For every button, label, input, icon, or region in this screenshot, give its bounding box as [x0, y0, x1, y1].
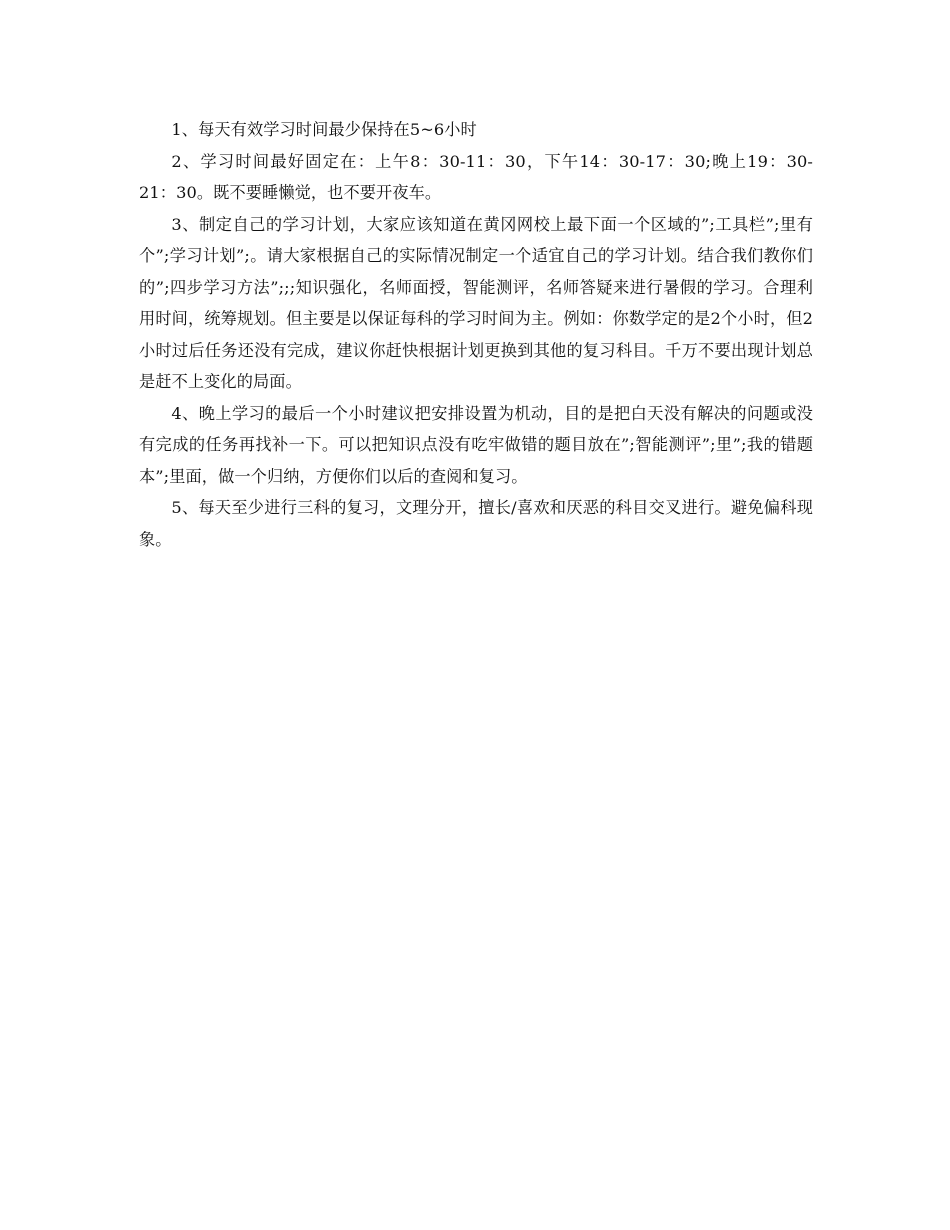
paragraph-1: 1、每天有效学习时间最少保持在5~6小时: [171, 120, 477, 139]
document-body: [139, 114, 813, 555]
paragraph-2: 2、学习时间最好固定在：上午8：30-11：30，下午14：30-17：30;晚上19：30-21：30。既不要睡懒觉，也不要开夜车。: [139, 151, 813, 202]
paragraph-5: 5、每天至少进行三科的复习，文理分开，擅长/喜欢和厌恶的科目交叉进行。避免偏科现象。: [139, 498, 813, 549]
paragraph-4: 4、晚上学习的最后一个小时建议把安排设置为机动，目的是把白天没有解决的问题或没有完成的任务再找补一下。可以把知识点没有吃牢做错的题目放在”;智能测评”;里”;我的错题本”;里面，做一个归纳，方便你们以后的查阅和复习。: [139, 403, 813, 486]
paragraph-3: 3、制定自己的学习计划，大家应该知道在黄冈网校上最下面一个区域的”;工具栏”;里有个”;学习计划”;。请大家根据自己的实际情况制定一个适宜自己的学习计划。结合我们教你们的”;四步学习方法”;;;知识强化，名师面授，智能测评，名师答疑来进行暑假的学习。合理利用时间，统筹规划。但主要是以保证每科的学习时间为主。例如：你数学定的是2个小时，但2小时过后任务还没有完成，建议你赶快根据计划更换到其他的复习科目。千万不要出现计划总是赶不上变化的局面。: [139, 214, 813, 391]
